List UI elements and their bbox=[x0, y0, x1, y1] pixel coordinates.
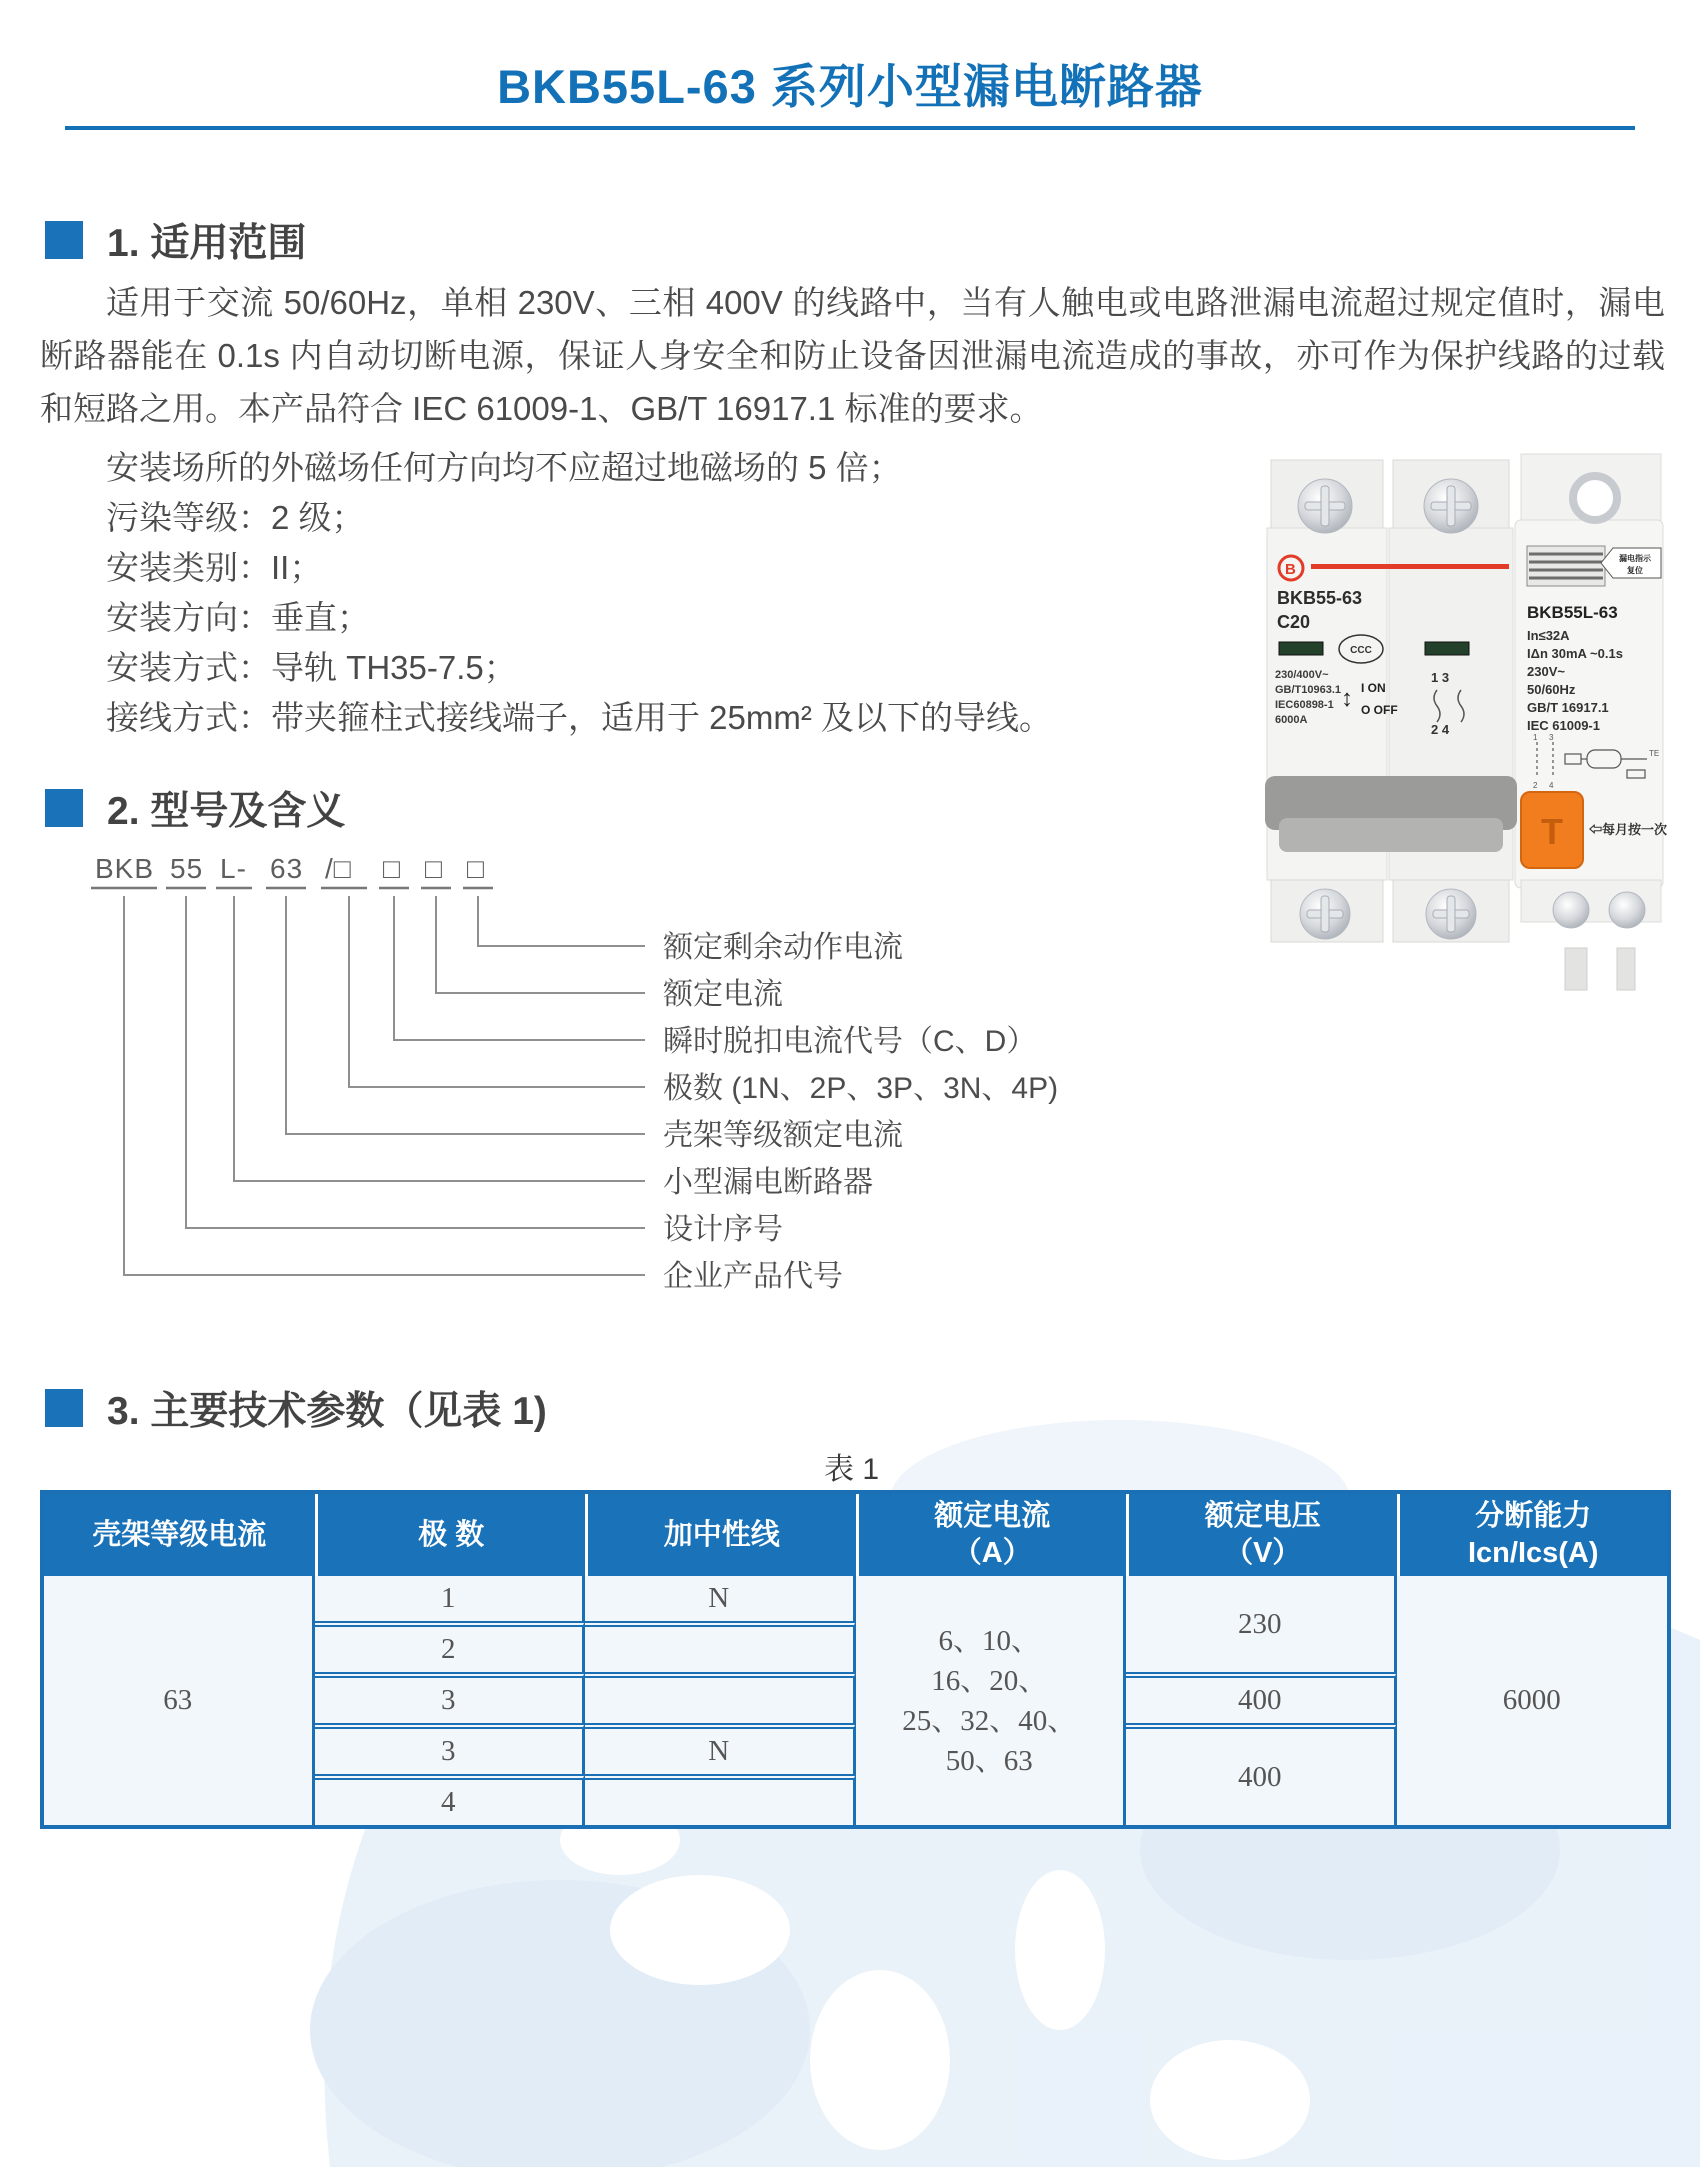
header-line: 额定电流 bbox=[934, 1500, 1051, 1532]
bullet-item: 安装场所的外磁场任何方向均不应超过地磁场的 5 倍； bbox=[106, 449, 902, 486]
col-header-rated-voltage bbox=[1126, 1494, 1397, 1576]
cell-neutral: N bbox=[585, 1576, 856, 1621]
blue-square-bullet-icon bbox=[45, 789, 83, 827]
rcd-spec: IΔn 30mA ~0.1s bbox=[1527, 646, 1623, 661]
cell-neutral bbox=[585, 1774, 856, 1825]
test-button-letter: T bbox=[1541, 811, 1563, 852]
model-segment: □ bbox=[467, 853, 485, 884]
cell-rated-voltage: 230 bbox=[1126, 1576, 1397, 1672]
model-label: 小型漏电断路器 bbox=[663, 1166, 873, 1199]
rated-current-line: 25、32、40、 bbox=[902, 1704, 1077, 1737]
pole1-spec: IEC60898-1 bbox=[1275, 699, 1334, 711]
diagram-terminal: 3 bbox=[1549, 733, 1554, 742]
pole1-spec: 6000A bbox=[1275, 714, 1308, 726]
cell-poles: 3 bbox=[315, 1723, 586, 1774]
col-header-poles bbox=[315, 1494, 586, 1576]
blue-square-bullet-icon bbox=[45, 1389, 83, 1427]
monthly-test-note: ⇦每月按一次 bbox=[1589, 822, 1667, 837]
terminal-screw-icon bbox=[1298, 479, 1352, 533]
model-meaning-diagram bbox=[85, 846, 1225, 1326]
cell-neutral: N bbox=[585, 1723, 856, 1774]
header-line: 极 数 bbox=[418, 1518, 485, 1551]
terminal-screw-icon bbox=[1300, 889, 1350, 939]
cell-frame-current: 63 bbox=[44, 1576, 315, 1825]
bullet-item: 安装方向：垂直； bbox=[106, 599, 370, 636]
cell-rated-voltage: 400 bbox=[1126, 1672, 1397, 1723]
status-window bbox=[1425, 642, 1469, 655]
model-label: 企业产品代号 bbox=[663, 1260, 843, 1293]
din-clip-tab bbox=[1617, 948, 1635, 990]
cell-poles: 4 bbox=[315, 1774, 586, 1825]
product-photo-circuit-breaker bbox=[1265, 420, 1667, 998]
section-1-paragraph: 适用于交流 50/60Hz，单相 230V、三相 400V 的线路中，当有人触电或电路泄漏电流超过规定值时，漏电断路器能在 0.1s 内自动切断电源，保证人身安全和防止设备因泄漏电流造成的事故，亦可作为保护线路的过载和短路之用。本产品符合 IEC 61009-1、GB/T 16917.1 标准的要求。 bbox=[40, 284, 1665, 427]
model-label: 壳架等级额定电流 bbox=[663, 1119, 903, 1152]
terminal-screw-icon bbox=[1426, 889, 1476, 939]
pole1-model: BKB55-63 bbox=[1277, 588, 1363, 608]
status-window bbox=[1279, 642, 1323, 655]
cell-breaking-capacity: 6000 bbox=[1397, 1576, 1668, 1825]
model-segment: 63 bbox=[270, 853, 304, 884]
cell-neutral bbox=[585, 1621, 856, 1672]
section-1-title: 1. 适用范围 bbox=[107, 222, 307, 265]
off-marking: O OFF bbox=[1361, 703, 1398, 717]
col-header-frame-current bbox=[44, 1494, 315, 1576]
section-2-title: 2. 型号及含义 bbox=[107, 790, 346, 833]
on-marking: I ON bbox=[1361, 681, 1386, 695]
model-label: 瞬时脱扣电流代号（C、D） bbox=[663, 1025, 1037, 1058]
reset-label: 复位 bbox=[1627, 566, 1643, 575]
model-label: 额定剩余动作电流 bbox=[663, 931, 903, 964]
header-line: 额定电压 bbox=[1204, 1500, 1321, 1532]
rcd-spec: GB/T 16917.1 bbox=[1527, 700, 1609, 715]
col-header-breaking-capacity bbox=[1397, 1494, 1668, 1576]
diagram-terminal: 4 bbox=[1549, 781, 1554, 790]
title-divider bbox=[65, 126, 1635, 130]
section-1-bullet-list bbox=[40, 443, 1200, 743]
model-segment: 55 bbox=[170, 853, 204, 884]
cell-poles: 1 bbox=[315, 1576, 586, 1621]
cell-rated-current bbox=[856, 1576, 1127, 1825]
red-stripe bbox=[1311, 564, 1509, 569]
terminal-screw-icon bbox=[1424, 479, 1478, 533]
bullet-item: 安装方式：导轨 TH35-7.5； bbox=[106, 649, 517, 686]
rcd-model: BKB55L-63 bbox=[1527, 603, 1618, 622]
spec-table bbox=[40, 1490, 1671, 1829]
rcd-spec: 50/60Hz bbox=[1527, 682, 1576, 697]
pole2-terminals-bottom: 2 4 bbox=[1431, 722, 1450, 737]
pole2-terminals-top: 1 3 bbox=[1431, 670, 1450, 685]
model-segment: □ bbox=[383, 853, 401, 884]
vent-grille-icon bbox=[1527, 546, 1605, 586]
blue-square-bullet-icon bbox=[45, 221, 83, 259]
section-3-title: 3. 主要技术参数（见表 1) bbox=[107, 1390, 547, 1433]
diagram-te-label: TE bbox=[1649, 749, 1660, 758]
header-line: Icn/Ics(A) bbox=[1467, 1537, 1599, 1569]
model-segment: L- bbox=[220, 853, 247, 884]
bullet-item: 接线方式：带夹箍柱式接线端子，适用于 25mm² 及以下的导线。 bbox=[106, 699, 1053, 736]
leakage-indicator-tag bbox=[1601, 548, 1661, 578]
model-segment: /□ bbox=[325, 853, 352, 884]
header-line: （V） bbox=[1224, 1537, 1302, 1569]
rated-current-line: 16、20、 bbox=[931, 1664, 1048, 1697]
col-header-rated-current bbox=[856, 1494, 1127, 1576]
on-off-arrow-icon: ↕ bbox=[1341, 685, 1353, 712]
bullet-item: 污染等级：2 级； bbox=[106, 499, 365, 536]
model-segment: BKB bbox=[95, 853, 155, 884]
cell-poles: 3 bbox=[315, 1672, 586, 1723]
table-caption: 表 1 bbox=[823, 1453, 880, 1486]
model-label: 极数 (1N、2P、3P、3N、4P) bbox=[663, 1072, 1059, 1105]
table-row bbox=[44, 1576, 1667, 1621]
header-line: 加中性线 bbox=[663, 1518, 780, 1551]
pole1-spec: GB/T10963.1 bbox=[1275, 684, 1342, 696]
cell-neutral bbox=[585, 1672, 856, 1723]
model-label: 额定电流 bbox=[663, 978, 783, 1011]
din-clip-tab bbox=[1565, 948, 1587, 990]
cell-rated-voltage: 400 bbox=[1126, 1723, 1397, 1825]
cell-poles: 2 bbox=[315, 1621, 586, 1672]
rcd-spec: IEC 61009-1 bbox=[1527, 718, 1600, 733]
ccc-mark-text: CCC bbox=[1350, 645, 1372, 656]
diagram-terminal: 1 bbox=[1533, 733, 1538, 742]
rcd-spec: 230V~ bbox=[1527, 664, 1565, 679]
terminal-hole-icon bbox=[1573, 476, 1617, 520]
toggle-handle-lower bbox=[1279, 818, 1503, 852]
diagram-terminal: 2 bbox=[1533, 781, 1538, 790]
header-line: 壳架等级电流 bbox=[92, 1518, 267, 1551]
pole1-curve-rating: C20 bbox=[1277, 612, 1311, 632]
page-title: BKB55L-63 系列小型漏电断路器 bbox=[497, 60, 1203, 113]
rcd-spec: In≤32A bbox=[1527, 628, 1570, 643]
leakage-indicator-label: 漏电指示 bbox=[1619, 554, 1651, 563]
header-line: （A） bbox=[952, 1537, 1032, 1569]
brand-logo-letter: B bbox=[1285, 561, 1296, 578]
section-1-heading bbox=[45, 212, 306, 268]
section-3-heading bbox=[45, 1380, 547, 1436]
section-2-heading bbox=[45, 780, 345, 836]
pole1-spec: 230/400V~ bbox=[1275, 669, 1329, 681]
rated-current-line: 50、63 bbox=[945, 1744, 1033, 1777]
header-line: 分断能力 bbox=[1475, 1500, 1592, 1532]
rated-current-line: 6、10、 bbox=[938, 1624, 1040, 1657]
model-segment: □ bbox=[425, 853, 443, 884]
bullet-item: 安装类别：II； bbox=[106, 549, 323, 586]
model-label: 设计序号 bbox=[663, 1213, 783, 1246]
col-header-neutral bbox=[585, 1494, 856, 1576]
